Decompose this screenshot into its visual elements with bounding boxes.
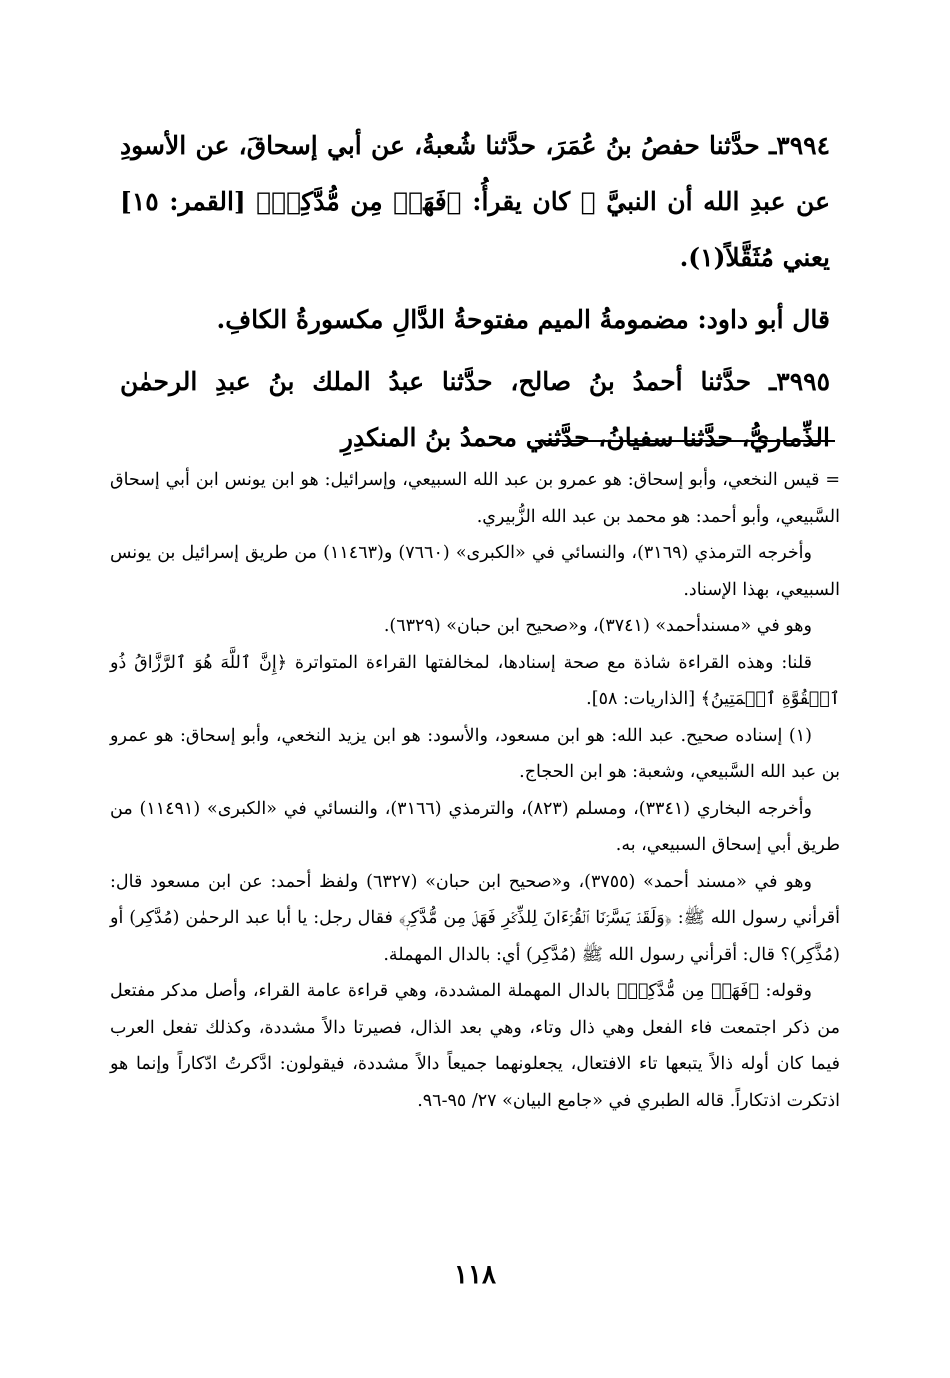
footnote-paragraph: وأخرجه الترمذي (٣١٦٩)، والنسائي في «الكبرى» (٧٦٦٠) و(١١٤٦٣) من طريق إسرائيل بن يونس السبيعي، بهذا الإسناد. xyxy=(110,543,840,600)
page-number: ١١٨ xyxy=(454,1260,496,1290)
hadith-3994: ٣٩٩٤ـ حدَّثنا حفصُ بنُ عُمَرَ، حدَّثنا شُعبةُ، عن أبي إسحاقَ، عن الأسودِ عن عبدِ الله أن النبيَّ ﷺ كان يقرأُ: ﴿فَهَلۡ مِن مُّدَّكِرٖ﴾ [القمر: ١٥] يعني مُثَقَّلاً(١). xyxy=(120,131,830,272)
abu-dawud-comment: قال أبو داود: مضمومةُ الميم مفتوحةُ الدَّالِ مكسورةُ الكافِ. xyxy=(216,305,830,334)
main-text xyxy=(120,118,830,472)
footnote-continuation: = قيس النخعي، وأبو إسحاق: هو عمرو بن عبد الله السبيعي، وإسرائيل: هو ابن يونس ابن أبي إسحاق السَّبيعي، وأبو أحمد: هو محمد بن عبد الله الزُّبيري. xyxy=(110,470,840,527)
footnote-paragraph: وهو في «مسندأحمد» (٣٧٤١)، و«صحيح ابن حبان» (٦٣٢٩). xyxy=(383,616,812,636)
footnote-divider xyxy=(535,440,835,442)
footnote-paragraph: وقوله: ﴿فَهَلۡ مِن مُّدَّكِرٖ﴾ بالدال المهملة المشددة، وهي قراءة عامة القراء، وأصل مدكر مفتعل من ذكر اجتمعت فاء الفعل وهي ذال وتاء، وهي بعد الذال، فصيرتا دالاً مشددة، وكذلك تفعل العرب فيما كان أوله ذالاً يتبعها تاء الافتعال، يجعلونهما جميعاً دالاً مشددة، فيقولون: ادَّكرتُ ادّكاراً وإنما هو اذتكرت اذتكاراً. قاله الطبري في «جامع البيان» ٢٧/ ٩٥-٩٦. xyxy=(110,981,840,1111)
footnote-paragraph: وأخرجه البخاري (٣٣٤١)، ومسلم (٨٢٣)، والترمذي (٣١٦٦)، والنسائي في «الكبرى» (١١٤٩١) من طريق أبي إسحاق السبيعي، به. xyxy=(110,798,840,855)
footnote-1: (١) إسناده صحيح. عبد الله: هو ابن مسعود، والأسود: هو ابن يزيد النخعي، وأبو إسحاق: هو عمرو بن عبد الله السَّبيعي، وشعبة: هو ابن الحجاج. xyxy=(110,725,840,782)
hadith-3995: ٣٩٩٥ـ حدَّثنا أحمدُ بنُ صالح، حدَّثنا عبدُ الملك بنُ عبدِ الرحمٰن الذِّماريُّ، حدَّثنا سفيانُ، حدَّثني محمدُ بنُ المنكدِرِ xyxy=(120,367,830,452)
footnotes xyxy=(110,462,840,1119)
footnote-paragraph: قلنا: وهذه القراءة شاذة مع صحة إسنادها، لمخالفتها القراءة المتواترة ﴿إِنَّ ٱللَّهَ هُوَ ٱلرَّزَّاقُ ذُو ٱلۡقُوَّةِ ٱلۡمَتِينُ﴾ [الذاريات: ٥٨]. xyxy=(110,652,840,709)
footnote-paragraph: وهو في «مسند أحمد» (٣٧٥٥)، و«صحيح ابن حبان» (٦٣٢٧) ولفظ أحمد: عن ابن مسعود قال: أقرأني رسول الله ﷺ: ﴿وَلَقَدۡ يَسَّرۡنَا ٱلۡقُرۡءَانَ لِلذِّكۡرِ فَهَلۡ مِن مُّدَّكِرٖ﴾ فقال رجل: يا أبا عبد الرحمٰن (مُدَّكِر) أو (مُذَّكِر)؟ قال: أقرأني رسول الله ﷺ (مُدَّكِر) أي: بالدال المهملة. xyxy=(110,871,840,965)
